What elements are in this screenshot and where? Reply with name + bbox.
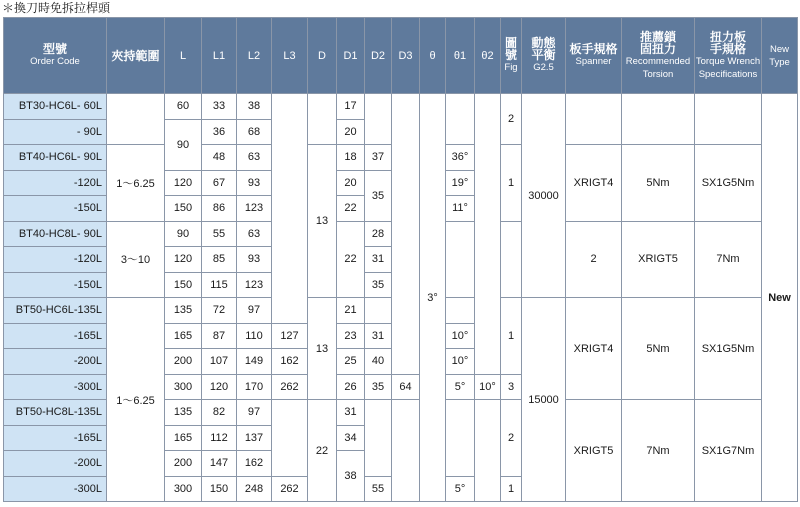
cell-D1: 22 bbox=[337, 196, 365, 222]
cell-L2: 63 bbox=[237, 145, 272, 171]
header-balance: 動態 平衡 G2.5 bbox=[522, 18, 566, 94]
cell-L: 120 bbox=[165, 247, 202, 273]
cell-theta1 bbox=[501, 221, 522, 298]
header-row bbox=[4, 18, 798, 94]
cell-L3: 262 bbox=[272, 374, 308, 400]
cell-D2 bbox=[365, 298, 392, 324]
table-row bbox=[4, 94, 798, 120]
cell-D: 22 bbox=[308, 400, 337, 502]
cell-L2: 170 bbox=[237, 374, 272, 400]
order-code-cell: BT50-HC8L-135L bbox=[4, 400, 107, 426]
cell-L1: 150 bbox=[202, 476, 237, 502]
order-code-cell: -165L bbox=[4, 323, 107, 349]
order-code-cell: -150L bbox=[4, 196, 107, 222]
cell-L2: 97 bbox=[237, 298, 272, 324]
cell-D3: 64 bbox=[392, 374, 420, 400]
cell-D: 13 bbox=[308, 298, 337, 400]
cell-L2: 123 bbox=[237, 272, 272, 298]
order-code-cell: BT40-HC6L- 90L bbox=[4, 145, 107, 171]
cell-D1: 20 bbox=[337, 170, 365, 196]
cell-D2: 31 bbox=[365, 323, 392, 349]
cell-wrench: SX1G5Nm bbox=[695, 145, 762, 222]
cell-torsion: 5Nm bbox=[622, 298, 695, 400]
cell-L2: 93 bbox=[237, 247, 272, 273]
cell-L: 200 bbox=[165, 349, 202, 375]
cell-L: 150 bbox=[165, 196, 202, 222]
cell-spanner bbox=[566, 94, 622, 145]
cell-L: 300 bbox=[165, 476, 202, 502]
cell-D1: 38 bbox=[337, 451, 365, 502]
cell-theta2: 10° bbox=[475, 374, 501, 400]
header-order-code: 型號 Order Code bbox=[4, 18, 107, 94]
cell-L1: 120 bbox=[202, 374, 237, 400]
cell-torsion: 7Nm bbox=[622, 400, 695, 502]
cell-L1: 112 bbox=[202, 425, 237, 451]
cell-L1: 36 bbox=[202, 119, 237, 145]
cell-theta1: 36° bbox=[446, 145, 475, 171]
cell-L1: 72 bbox=[202, 298, 237, 324]
cell-L: 165 bbox=[165, 425, 202, 451]
cell-balance: 30000 bbox=[522, 94, 566, 298]
cell-L3 bbox=[272, 400, 308, 477]
cell-L: 135 bbox=[165, 298, 202, 324]
cell-L: 90 bbox=[165, 221, 202, 247]
cell-theta1 bbox=[446, 298, 475, 324]
cell-L2: 162 bbox=[237, 451, 272, 477]
cell-fig: 1 bbox=[501, 298, 522, 375]
cell-D2: 35 bbox=[365, 374, 392, 400]
cell-spanner: XRIGT4 bbox=[566, 145, 622, 222]
cell-L3: 162 bbox=[272, 349, 308, 375]
cell-L1: 67 bbox=[202, 170, 237, 196]
header-L2: L2 bbox=[237, 18, 272, 94]
cell-L1: 55 bbox=[202, 221, 237, 247]
cell-theta2 bbox=[475, 94, 501, 375]
cell-fig: 1 bbox=[501, 145, 522, 222]
clamp-range-cell: 1～6.25 bbox=[107, 145, 165, 222]
cell-D: 13 bbox=[308, 145, 337, 298]
cell-L2: 137 bbox=[237, 425, 272, 451]
cell-fig: 2 bbox=[501, 400, 522, 477]
cell-fig: 1 bbox=[501, 476, 522, 502]
header-L1: L1 bbox=[202, 18, 237, 94]
cell-L1: 82 bbox=[202, 400, 237, 426]
cell-D1: 18 bbox=[337, 145, 365, 171]
cell-L2: 110 bbox=[237, 323, 272, 349]
cell-torsion bbox=[622, 94, 695, 145]
cell-L3: 262 bbox=[272, 476, 308, 502]
cell-fig: 2 bbox=[566, 221, 622, 298]
header-L3: L3 bbox=[272, 18, 308, 94]
cell-L: 200 bbox=[165, 451, 202, 477]
cell-D2: 40 bbox=[365, 349, 392, 375]
cell-L1: 147 bbox=[202, 451, 237, 477]
cell-L: 165 bbox=[165, 323, 202, 349]
new-type-badge: New bbox=[762, 94, 798, 502]
cell-L2: 63 bbox=[237, 221, 272, 247]
cell-theta1 bbox=[446, 94, 475, 145]
cell-L1: 85 bbox=[202, 247, 237, 273]
cell-L: 150 bbox=[165, 272, 202, 298]
cell-theta1: 5° bbox=[446, 374, 475, 400]
header-new-type: New Type bbox=[762, 18, 798, 94]
header-D1: D1 bbox=[337, 18, 365, 94]
cell-L2: 68 bbox=[237, 119, 272, 145]
cell-theta1 bbox=[446, 400, 475, 477]
cell-torsion: 5Nm bbox=[622, 145, 695, 222]
cell-L: 300 bbox=[165, 374, 202, 400]
cell-L2: 38 bbox=[237, 94, 272, 120]
cell-spanner: XRIGT5 bbox=[566, 400, 622, 502]
order-code-cell: -300L bbox=[4, 476, 107, 502]
header-D2: D2 bbox=[365, 18, 392, 94]
header-torque-wrench: 扭力板 手規格 Torque Wrench Specifications bbox=[695, 18, 762, 94]
cell-D: 22 bbox=[337, 221, 365, 298]
header-theta1: θ1 bbox=[446, 18, 475, 94]
cell-L1: 115 bbox=[202, 272, 237, 298]
cell-L1: 87 bbox=[202, 323, 237, 349]
cell-D2 bbox=[446, 221, 475, 298]
header-fig: 圖 號 Fig bbox=[501, 18, 522, 94]
clamp-range-cell: 1～6.25 bbox=[107, 298, 165, 502]
order-code-cell: -300L bbox=[4, 374, 107, 400]
cell-L2: 97 bbox=[237, 400, 272, 426]
order-code-cell: BT30-HC6L- 60L bbox=[4, 94, 107, 120]
cell-theta1: 5° bbox=[446, 476, 475, 502]
spec-table bbox=[3, 17, 798, 502]
cell-D1: 35 bbox=[365, 272, 392, 298]
cell-L: 135 bbox=[165, 400, 202, 426]
cell-fig: 3 bbox=[501, 374, 522, 400]
cell-D2 bbox=[365, 94, 392, 145]
cell-D bbox=[308, 94, 337, 145]
cell-L1: 48 bbox=[202, 145, 237, 171]
cell-L: 60 bbox=[165, 94, 202, 120]
header-torsion: 推薦鎖 固扭力 Recommended Torsion bbox=[622, 18, 695, 94]
cell-fig: 2 bbox=[501, 94, 522, 145]
cell-L: 90 bbox=[165, 119, 202, 170]
cell-D3 bbox=[392, 400, 420, 502]
cell-D1: 31 bbox=[337, 400, 365, 426]
clamp-range-cell: 3～10 bbox=[107, 221, 165, 298]
cell-theta1: 10° bbox=[446, 323, 475, 349]
cell-torsion: 7Nm bbox=[695, 221, 762, 298]
cell-D2: 37 bbox=[365, 145, 392, 171]
caption-note: ＊換刀時免拆拉桿頭 bbox=[2, 1, 111, 15]
cell-D2: 55 bbox=[365, 476, 392, 502]
cell-D1: 17 bbox=[337, 94, 365, 120]
cell-D1: 31 bbox=[365, 247, 392, 273]
cell-L2: 123 bbox=[237, 196, 272, 222]
cell-D1: 34 bbox=[337, 425, 365, 451]
cell-L: 120 bbox=[165, 170, 202, 196]
cell-wrench bbox=[695, 94, 762, 145]
order-code-cell: -200L bbox=[4, 349, 107, 375]
cell-D1: 25 bbox=[337, 349, 365, 375]
header-D3: D3 bbox=[392, 18, 420, 94]
cell-L2: 248 bbox=[237, 476, 272, 502]
cell-L1: 86 bbox=[202, 196, 237, 222]
cell-L1: 33 bbox=[202, 94, 237, 120]
cell-L3: 127 bbox=[272, 323, 308, 349]
cell-D1: 21 bbox=[337, 298, 365, 324]
cell-L3 bbox=[272, 94, 308, 324]
cell-wrench: SX1G7Nm bbox=[695, 400, 762, 502]
order-code-cell: BT40-HC8L- 90L bbox=[4, 221, 107, 247]
header-theta: θ bbox=[420, 18, 446, 94]
cell-theta1: 10° bbox=[446, 349, 475, 375]
order-code-cell: -150L bbox=[4, 272, 107, 298]
header-D: D bbox=[308, 18, 337, 94]
order-code-cell: -120L bbox=[4, 170, 107, 196]
order-code-cell: -200L bbox=[4, 451, 107, 477]
cell-L2: 93 bbox=[237, 170, 272, 196]
cell-L2: 149 bbox=[237, 349, 272, 375]
cell-D1: 20 bbox=[337, 119, 365, 145]
cell-theta1: 19° bbox=[446, 170, 475, 196]
cell-L1: 107 bbox=[202, 349, 237, 375]
cell-D1: 23 bbox=[337, 323, 365, 349]
header-L: L bbox=[165, 18, 202, 94]
cell-spanner: XRIGT4 bbox=[566, 298, 622, 400]
order-code-cell: - 90L bbox=[4, 119, 107, 145]
cell-theta2 bbox=[475, 400, 501, 502]
cell-D1: 28 bbox=[365, 221, 392, 247]
cell-theta1: 11° bbox=[446, 196, 475, 222]
cell-D3 bbox=[392, 94, 420, 375]
order-code-cell: BT50-HC6L-135L bbox=[4, 298, 107, 324]
cell-D2 bbox=[365, 400, 392, 477]
header-theta2: θ2 bbox=[475, 18, 501, 94]
cell-D2: 35 bbox=[365, 170, 392, 221]
order-code-cell: -165L bbox=[4, 425, 107, 451]
cell-theta: 3° bbox=[420, 94, 446, 502]
cell-spanner: XRIGT5 bbox=[622, 221, 695, 298]
header-clamp-range: 夾持範圍 bbox=[107, 18, 165, 94]
cell-wrench: SX1G5Nm bbox=[695, 298, 762, 400]
header-spanner: 板手規格 Spanner bbox=[566, 18, 622, 94]
order-code-cell: -120L bbox=[4, 247, 107, 273]
cell-balance: 15000 bbox=[522, 298, 566, 502]
cell-D1: 26 bbox=[337, 374, 365, 400]
clamp-range-cell bbox=[107, 94, 165, 145]
